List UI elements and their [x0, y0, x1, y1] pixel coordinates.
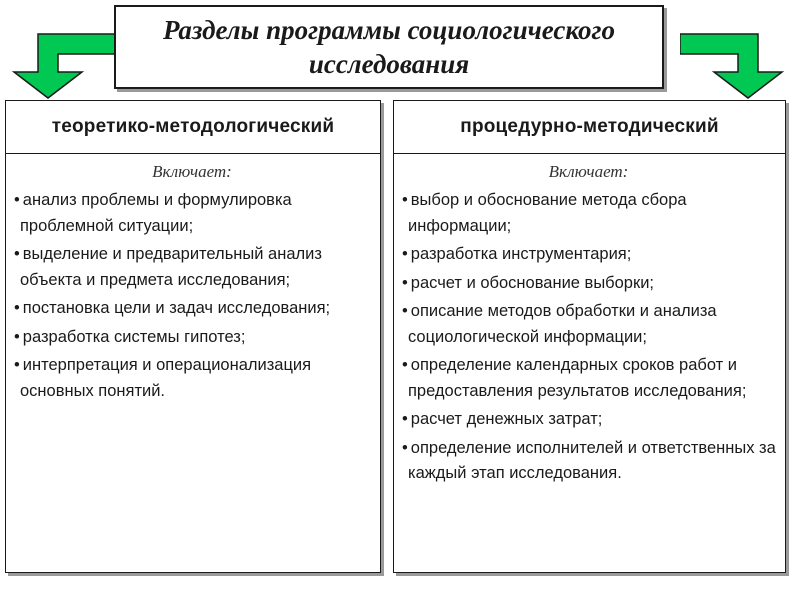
item-list	[12, 188, 372, 404]
column-header: процедурно-методический	[394, 101, 785, 154]
bullet-icon: •	[402, 356, 408, 374]
arrow-down-left-icon	[0, 28, 120, 100]
list-item: • расчет и обоснование выборки;	[402, 273, 655, 292]
bullet-icon: •	[402, 410, 408, 428]
bullet-icon: •	[14, 356, 20, 374]
column-body	[394, 154, 785, 487]
includes-label: Включает:	[152, 162, 232, 181]
includes-label: Включает:	[548, 162, 629, 181]
bullet-icon: •	[402, 191, 408, 209]
diagram-title: Разделы программы социологического исследования	[162, 15, 616, 79]
list-item: • выбор и обоснование метода сбора информации;	[402, 191, 687, 235]
list-item: • описание методов обработки и анализа социологической информации;	[402, 302, 717, 346]
column-body	[6, 154, 380, 404]
list-item: • расчет денежных затрат;	[402, 410, 603, 428]
bullet-icon: •	[14, 191, 20, 209]
list-item: • анализ проблемы и формулировка проблемной ситуации;	[14, 191, 292, 235]
list-item: • определение календарных сроков работ и предоставления результатов исследования;	[402, 356, 747, 400]
list-item: • разработка системы гипотез;	[14, 327, 246, 346]
list-item: • разработка инструментария;	[402, 245, 632, 263]
list-item: • выделение и предварительный анализ объекта и предмета исследования;	[14, 245, 322, 289]
bullet-icon: •	[402, 273, 408, 292]
arrow-down-right-icon	[680, 28, 800, 100]
title-box	[114, 5, 664, 89]
bullet-icon: •	[14, 327, 20, 346]
bullet-icon: •	[14, 245, 20, 263]
bullet-icon: •	[402, 438, 408, 457]
list-item: • интерпретация и операционализация основных понятий.	[14, 356, 312, 400]
bullet-icon: •	[402, 302, 408, 320]
list-item: • постановка цели и задач исследования;	[14, 299, 331, 317]
bullet-icon: •	[402, 245, 408, 263]
item-list	[400, 188, 777, 487]
column-theoretical	[5, 100, 381, 573]
column-header: теоретико-методологический	[6, 101, 380, 154]
column-procedural	[393, 100, 786, 573]
bullet-icon: •	[14, 299, 20, 317]
list-item: • определение исполнителей и ответственных за каждый этап исследования.	[402, 438, 776, 482]
